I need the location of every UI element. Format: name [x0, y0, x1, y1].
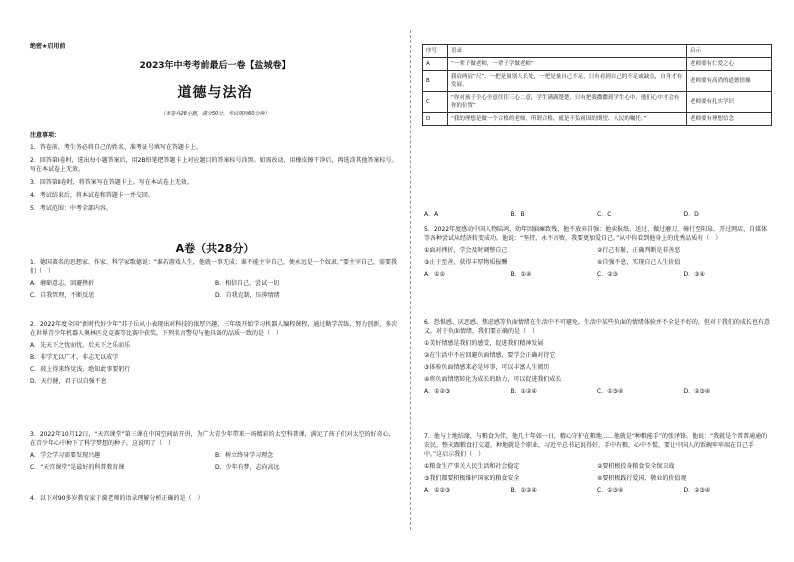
option: A．A	[424, 211, 439, 218]
notice-item: 5．考试范围：中考全部内容。	[30, 205, 112, 212]
option: C．自我管理，不断反思	[30, 292, 95, 299]
option: A．学会学习需要发现兴趣	[30, 452, 101, 459]
exam-note: （本卷共28小题，满分50分，考试用时60分钟）	[160, 111, 270, 117]
statement: ②在生活中不应回避负面情感，要学会正确对待它	[424, 352, 556, 359]
option: C．②③	[597, 271, 618, 278]
option: A．先天下之忧而忧，后天下之乐而乐	[30, 342, 131, 349]
notice-item: 3．回答第Ⅱ卷时，将答案写在答题卡上。写在本试卷上无效。	[30, 179, 193, 186]
question-2	[30, 320, 400, 386]
table-cell: 老师要有高尚的道德情操	[687, 71, 772, 92]
option: C．①③④	[597, 487, 624, 494]
option: B．B	[510, 211, 525, 218]
option: B．相信自己，尝试一切	[215, 280, 280, 287]
table-cell: B	[423, 71, 448, 92]
option-row	[424, 246, 770, 255]
secret-mark: 绝密★启用前	[30, 43, 66, 50]
option: D．天行健，君子以自强不息	[30, 378, 107, 385]
option-row	[424, 486, 770, 495]
question-stem: 2．2022年度全国“新时代好少年”苏子岳从小表现出对科技的浓厚兴趣，三年级开始学习机器人编程课程，通过勤学苦练，努力创新，多次在世界青少年机器人奥林匹克竞赛等比赛中获奖。下列名言警句与他具备的品质一致的是（ ）	[30, 321, 398, 337]
table-cell: D	[423, 113, 448, 126]
option: D．③④	[683, 271, 705, 278]
question-4	[30, 494, 400, 503]
option: A．①②	[424, 271, 445, 278]
table-cell: “我的理想是做一个合格的老师，所谓合格，就是不负祖国的期望、人民的嘱托。”	[448, 113, 687, 126]
statement: ④自强不息，实现自己人生价值	[597, 259, 681, 266]
option-row	[30, 291, 400, 300]
option: B．①④	[510, 271, 532, 278]
option: A．磨砺意志，回避挫折	[30, 280, 95, 287]
table-header-row	[423, 45, 772, 58]
option: C．玻上得来终觉浅，绝知此事要躬行	[30, 366, 131, 373]
notice-item: 1．答卷前，考生务必将自己的姓名、准考证号填写在答题卡上。	[30, 144, 202, 151]
option: B．①②④	[510, 487, 537, 494]
subject-title: 道德与法治	[177, 85, 253, 101]
notice-heading: 注意事项：	[30, 132, 61, 139]
question-stem: 7．他与土地结缘，与粮食为伴，他几十年如一日，精心守护在粮地……他就是“种粮能手”的张泽锋。他说：“我就是个普普通通的农民，整天跟粮食打交道，种地就是个职业。习近平总书记说得好，手中有粮，心中不慌，要让中国人的饭碗牢牢端在自己手中。”这启示我们（ ）	[424, 433, 768, 458]
table-header: 语录	[448, 45, 687, 58]
column-divider	[410, 30, 411, 530]
question-stem: 6．恐惧感、厌恶感、焦虑感等负面情绪在生活中不可避免。生活中某些负面的情绪体验并不全是不好的，但对于我们的成长也有意义。对于负面情绪，我们要正确的是（ ）	[424, 319, 770, 335]
table-row	[423, 71, 772, 92]
table-header: 启示	[687, 45, 772, 58]
question-3	[30, 430, 400, 472]
question-7	[424, 432, 770, 495]
section-a-heading: A卷（共28分）	[175, 242, 255, 255]
question-stem: 1．德国著名的思想家、作家、科学家歌德说：“谁若游戏人生，他就一事无成；谁不能主宰自己，便永远是一个奴隶。”要主宰自己，需要我们（ ）	[30, 259, 398, 275]
option: B．①②④	[510, 388, 537, 395]
table-cell: 老师要有仁爱之心	[687, 58, 772, 71]
option: D．②③④	[683, 388, 711, 395]
table-cell: “你对孩子全心全意往往三心二意，学生满满楚楚，只有把我撒撒到学生心中，他们心中才会有你的位置”	[448, 92, 687, 113]
option-row	[424, 387, 770, 396]
option: B．非学无以广才，非志无以成学	[30, 354, 119, 361]
option: A．①②③	[424, 388, 451, 395]
question-1	[30, 258, 400, 300]
notice-list	[30, 143, 400, 213]
notice-item: 2．回答第Ⅰ卷时，选出每小题答案后，用2B铅笔把答题卡上对应题目的答案标号涂黑。如需改动，用橡皮擦干净后，再选涂其他答案标号。写在本试卷上无效。	[30, 157, 398, 173]
table-header: 序号	[423, 45, 448, 58]
question-5	[424, 225, 770, 279]
question-stem: 5．2022年度感动中国人物陆鸿，幼年因脑瘫致残，他不放弃自强：他卖报纸、送过、做过磨刀，骑行至阳泉，开过网店，自媒体等各种尝试从经济转变成功。他说：“坚持，永不言败，我要更加爱自己。”从中你看到他身上的优秀品质有（ ）	[424, 226, 768, 242]
option: D．D	[683, 211, 699, 218]
table-cell: C	[423, 92, 448, 113]
table-cell: 我肩两肩“尺”，一把是量别人长处，一把是量自己不足，只有看到自己的不足或缺点，自身才有发展。	[448, 71, 687, 92]
notice-item: 4．考试结束后，将本试卷和答题卡一并交回。	[30, 192, 154, 199]
quote-table	[422, 44, 772, 126]
table-cell: A	[423, 58, 448, 71]
statement: ①粮食生产事关人民生活和社会稳定	[424, 463, 520, 470]
statement: ③体验负面情感来必是坏事，可以丰富人生阅历	[424, 364, 550, 371]
option: D．自我克制，压抑情绪	[215, 292, 280, 299]
q4-options	[424, 210, 770, 219]
table-row	[423, 58, 772, 71]
statement: ①面对挫折，学会及时调整自己	[424, 247, 508, 254]
option-row	[30, 451, 400, 460]
table-cell: 老师要有理想信念	[687, 113, 772, 126]
statement: ③止于至善，获得丰厚物质报酬	[424, 259, 508, 266]
option: C．“天宫课堂”是最好的科普教育课	[30, 464, 125, 471]
statement: ①美好情感是我们的感受，促进我们精神发展	[424, 340, 544, 347]
statement: ②要积极投身粮食安全保卫战	[597, 463, 675, 470]
option: C．C	[597, 211, 612, 218]
option-row	[30, 463, 400, 472]
statement: ②行己有耻，正确判断是非善恶	[597, 247, 681, 254]
option: D．②③④	[683, 487, 711, 494]
statement: ④将负面情绪转化为成长的助力，可以促进我们成长	[424, 376, 562, 383]
statement: ③我们都要积极维护国家的粮食安全	[424, 475, 520, 482]
question-6	[424, 318, 770, 396]
option: D．少年有梦，志向高远	[215, 464, 280, 471]
option-row	[424, 258, 770, 267]
question-stem: 3．2022年10月12日，“天宫课堂”第三课在中国空间站开讲，为广大青少年带来一场精彩的太空科普课，满足了孩子们对太空的好奇心，在青少年心中种下了科学梦想的种子。这说明了（ ）	[30, 431, 395, 447]
option: C．①③④	[597, 388, 624, 395]
table-cell: “一辈子做老师，一辈子学做老师”	[448, 58, 687, 71]
table-row	[423, 92, 772, 113]
option-row	[30, 279, 400, 288]
question-stem: 4．以下对90多岁教育家于漪老师的语录理解分析正确的是（ ）	[30, 495, 204, 502]
option: B．树立终身学习理念	[215, 452, 274, 459]
option-row	[424, 270, 770, 279]
option-row	[424, 474, 770, 483]
option: A．①②③	[424, 487, 451, 494]
table-row	[423, 113, 772, 126]
statement: ④要积极践行爱国、敬业的价值观	[597, 475, 687, 482]
option-row	[424, 462, 770, 471]
table-cell: 老师要有扎实学识	[687, 92, 772, 113]
exam-title: 2023年中考考前最后一卷【盐城卷】	[139, 61, 291, 71]
